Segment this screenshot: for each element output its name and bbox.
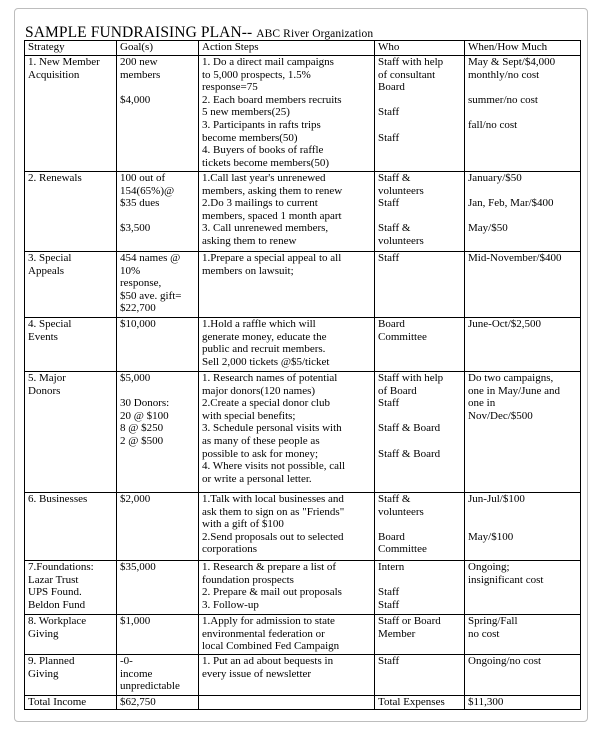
cell-text-line: Member <box>378 627 416 640</box>
cell-text-line: Events <box>28 330 58 343</box>
cell-text-line: members on lawsuit; <box>202 264 294 277</box>
cell-text-line: 3. Special <box>28 252 72 264</box>
cell-text-line: 4. Special <box>28 318 72 330</box>
cell-text-line: generate money, educate the <box>202 330 327 343</box>
cell-text-line: 20 @ $100 <box>120 409 169 422</box>
cell-text-line: $2,000 <box>120 493 151 505</box>
actions-cell <box>199 56 375 172</box>
cell-text-line: May & Sept/$4,000 <box>468 56 556 68</box>
table-row <box>25 493 581 561</box>
cell-text-line: Intern <box>378 561 405 573</box>
cell-text-line: summer/no cost <box>468 93 538 106</box>
cell-text-line: Jan, Feb, Mar/$400 <box>468 197 554 210</box>
cell-text-line: 3. Call unrenewed members, <box>202 222 329 235</box>
cell-text-line: 454 names @ <box>120 252 181 264</box>
cell-text-line: 154(65%)@ <box>120 184 175 197</box>
table-row <box>25 252 581 318</box>
table-row <box>25 372 581 493</box>
column-header: Action Steps <box>199 41 375 56</box>
actions-cell <box>199 172 375 252</box>
when-cell <box>465 655 581 696</box>
goals-cell <box>117 318 199 372</box>
cell-text-line: Staff <box>378 655 400 667</box>
cell-text-line: 4. Where visits not possible, call <box>202 460 346 473</box>
cell-text-line: 100 out of <box>120 172 166 184</box>
goals-cell <box>117 56 199 172</box>
cell-text-line: Lazar Trust <box>28 573 79 586</box>
cell-text-line: corporations <box>202 543 257 556</box>
when-cell <box>465 493 581 561</box>
cell-text-line: 8 @ $250 <box>120 422 164 435</box>
cell-text-line: of consultant <box>378 68 436 81</box>
when-cell <box>465 56 581 172</box>
who-cell <box>375 56 465 172</box>
cell-text-line: 3. Schedule personal visits with <box>202 422 342 435</box>
cell-text-line: 2.Do 3 mailings to current <box>202 197 318 210</box>
cell-text-line: ask them to sign on as "Friends" <box>202 505 345 518</box>
strategy-cell <box>25 615 117 655</box>
cell-text-line: $1,000 <box>120 615 151 627</box>
cell-text-line: one in <box>468 397 496 410</box>
cell-text-line: 1. New Member <box>28 56 100 68</box>
strategy-cell <box>25 56 117 172</box>
who-cell <box>375 561 465 615</box>
cell-text-line: Giving <box>28 627 59 640</box>
cell-text-line: to 5,000 prospects, 1.5% <box>202 68 311 81</box>
cell-text-line: Staff & <box>378 222 411 235</box>
goals-cell <box>117 372 199 493</box>
cell-text-line: 2.Send proposals out to selected <box>202 530 344 543</box>
cell-text-line: volunteers <box>378 234 424 247</box>
cell-text-line: $35 dues <box>120 197 160 210</box>
strategy-cell <box>25 252 117 318</box>
cell-text-line: 1.Hold a raffle which will <box>202 318 316 330</box>
cell-text-line: become members(50) <box>202 131 298 144</box>
who-cell <box>375 655 465 696</box>
who-cell <box>375 252 465 318</box>
cell-text-line: Staff <box>378 197 400 210</box>
cell-text-line: or write a personal letter. <box>202 472 312 485</box>
cell-text-line: fall/no cost <box>468 118 518 131</box>
cell-text-line: Committee <box>378 543 427 556</box>
total-income-label: Total Income <box>25 696 117 710</box>
cell-text-line: Staff <box>378 586 400 599</box>
cell-text-line: Staff & Board <box>378 422 441 435</box>
cell-text-line: Board <box>378 530 405 543</box>
cell-text-line: 2 @ $500 <box>120 434 164 447</box>
cell-text-line: Staff & Board <box>378 447 441 460</box>
cell-text-line: Nov/Dec/$500 <box>468 409 533 422</box>
who-cell <box>375 493 465 561</box>
cell-text-line: Board <box>378 318 405 330</box>
actions-cell <box>199 318 375 372</box>
totals-row <box>25 696 581 710</box>
cell-text-line: 2. Each board members recruits <box>202 93 342 106</box>
cell-text-line: Board <box>378 81 405 94</box>
cell-text-line: 1.Prepare a special appeal to all <box>202 252 342 264</box>
cell-text-line: January/$50 <box>468 172 522 184</box>
actions-cell <box>199 655 375 696</box>
cell-text-line: Beldon Fund <box>28 598 86 611</box>
table-row <box>25 655 581 696</box>
goals-cell <box>117 252 199 318</box>
who-cell <box>375 615 465 655</box>
cell-text-line: 5. Major <box>28 372 66 384</box>
cell-text-line: with a gift of $100 <box>202 518 284 531</box>
cell-text-line: 5 new members(25) <box>202 106 290 119</box>
goals-cell <box>117 615 199 655</box>
when-cell <box>465 561 581 615</box>
cell-text-line: 6. Businesses <box>28 493 88 505</box>
table-row <box>25 615 581 655</box>
cell-text-line: foundation prospects <box>202 573 294 586</box>
cell-text-line: June-Oct/$2,500 <box>468 318 542 330</box>
column-header: Strategy <box>25 41 117 56</box>
cell-text-line: Ongoing; <box>468 561 510 573</box>
cell-text-line: public and recruit members. <box>202 343 326 356</box>
cell-text-line: possible to ask for money; <box>202 447 319 460</box>
cell-text-line: 1.Call last year's unrenewed <box>202 172 326 184</box>
cell-text-line: $4,000 <box>120 93 151 106</box>
cell-text-line: Jun-Jul/$100 <box>468 493 525 505</box>
cell-text-line: 2. Prepare & mail out proposals <box>202 586 342 599</box>
table-row <box>25 318 581 372</box>
cell-text-line: every issue of newsletter <box>202 667 312 680</box>
cell-text-line: Appeals <box>28 264 65 277</box>
cell-text-line: 8. Workplace <box>28 615 87 627</box>
actions-cell <box>199 615 375 655</box>
cell-text-line: 2. Renewals <box>28 172 82 184</box>
cell-text-line: Staff <box>378 131 400 144</box>
cell-text-line: Acquisition <box>28 68 80 81</box>
cell-text-line: $3,500 <box>120 222 151 235</box>
cell-text-line: members <box>120 68 161 81</box>
who-cell <box>375 372 465 493</box>
strategy-cell <box>25 493 117 561</box>
goals-cell <box>117 561 199 615</box>
cell-text-line: 1. Do a direct mail campaigns <box>202 56 334 68</box>
actions-cell <box>199 372 375 493</box>
cell-text-line: Staff or Board <box>378 615 441 627</box>
when-cell <box>465 615 581 655</box>
cell-text-line: 200 new <box>120 56 158 68</box>
cell-text-line: 1.Talk with local businesses and <box>202 493 344 505</box>
cell-text-line: Mid-November/$400 <box>468 252 562 264</box>
cell-text-line: one in May/June and <box>468 384 560 397</box>
cell-text-line: Ongoing/no cost <box>468 655 542 667</box>
strategy-cell <box>25 561 117 615</box>
cell-text-line: Spring/Fall <box>468 615 518 627</box>
cell-text-line: Staff with help <box>378 372 444 384</box>
cell-text-line: 3. Participants in rafts trips <box>202 118 321 131</box>
cell-text-line: members, spaced 1 month apart <box>202 209 342 222</box>
cell-text-line: 1. Research & prepare a list of <box>202 561 337 573</box>
column-header: Who <box>375 41 465 56</box>
cell-text-line: Giving <box>28 667 59 680</box>
cell-text-line: Staff <box>378 397 400 410</box>
actions-cell <box>199 252 375 318</box>
cell-text-line: May/$50 <box>468 222 508 235</box>
total-expenses-value: $11,300 <box>465 696 581 710</box>
when-cell <box>465 318 581 372</box>
cell-text-line: $35,000 <box>120 561 156 573</box>
cell-text-line: local Combined Fed Campaign <box>202 640 340 653</box>
cell-text-line: 4. Buyers of books of raffle <box>202 144 324 157</box>
cell-text-line: 9. Planned <box>28 655 75 667</box>
cell-text-line: Sell 2,000 tickets @$5/ticket <box>202 355 330 368</box>
table-row <box>25 561 581 615</box>
cell-text-line: Staff <box>378 252 400 264</box>
cell-text-line: unpredictable <box>120 680 180 693</box>
table-row <box>25 172 581 252</box>
cell-text-line: as many of these people as <box>202 434 320 447</box>
cell-text-line: -0- <box>120 655 133 667</box>
cell-text-line: 10% <box>120 264 141 277</box>
cell-text-line: $10,000 <box>120 318 156 330</box>
goals-cell <box>117 172 199 252</box>
when-cell <box>465 252 581 318</box>
cell-text-line: UPS Found. <box>28 586 82 599</box>
cell-text-line: $50 ave. gift= <box>120 289 182 302</box>
strategy-cell <box>25 318 117 372</box>
column-header: Goal(s) <box>117 41 199 56</box>
total-income-value: $62,750 <box>117 696 199 710</box>
cell-text-line: Do two campaigns, <box>468 372 554 384</box>
fundraising-plan-table <box>24 40 581 710</box>
strategy-cell <box>25 172 117 252</box>
cell-text-line: 30 Donors: <box>120 397 170 410</box>
cell-text-line: 1.Apply for admission to state <box>202 615 335 627</box>
cell-text-line: insignificant cost <box>468 573 544 586</box>
goals-cell <box>117 493 199 561</box>
cell-text-line: 7.Foundations: <box>28 561 94 573</box>
cell-text-line: response=75 <box>202 81 258 94</box>
cell-text-line: $5,000 <box>120 372 151 384</box>
cell-text-line: 3. Follow-up <box>202 598 259 611</box>
cell-text-line: Staff <box>378 598 400 611</box>
cell-text-line: members, asking them to renew <box>202 184 343 197</box>
cell-text-line: asking them to renew <box>202 234 297 247</box>
cell-text-line: 2.Create a special donor club <box>202 397 330 410</box>
when-cell <box>465 172 581 252</box>
actions-cell <box>199 561 375 615</box>
cell-text-line: 1. Put an ad about bequests in <box>202 655 334 667</box>
organization-name: ABC River Organization <box>256 28 374 40</box>
cell-text-line: monthly/no cost <box>468 68 540 81</box>
strategy-cell <box>25 655 117 696</box>
cell-text-line: Staff & <box>378 493 411 505</box>
total-expenses-label: Total Expenses <box>375 696 465 710</box>
cell-text-line: Staff with help <box>378 56 444 68</box>
actions-cell <box>199 493 375 561</box>
column-header: When/How Much <box>465 41 581 56</box>
cell-text-line: Committee <box>378 330 427 343</box>
cell-text-line: $22,700 <box>120 302 156 315</box>
strategy-cell <box>25 372 117 493</box>
when-cell <box>465 372 581 493</box>
cell-text-line: major donors(120 names) <box>202 384 316 397</box>
cell-text-line: tickets become members(50) <box>202 156 330 169</box>
goals-cell <box>117 655 199 696</box>
cell-text-line: 1. Research names of potential <box>202 372 338 384</box>
cell-text-line: volunteers <box>378 184 424 197</box>
cell-text-line: Staff <box>378 106 400 119</box>
cell-text-line: volunteers <box>378 505 424 518</box>
title-text: SAMPLE FUNDRAISING PLAN-- <box>25 24 253 41</box>
cell-text-line: income <box>120 667 153 680</box>
who-cell <box>375 172 465 252</box>
cell-text-line: of Board <box>378 384 417 397</box>
cell-text-line: environmental federation or <box>202 627 325 640</box>
cell-text-line: response, <box>120 277 162 290</box>
cell-text-line: Staff & <box>378 172 411 184</box>
cell-text-line: May/$100 <box>468 530 514 543</box>
cell-text-line: with special benefits; <box>202 409 296 422</box>
totals-empty-cell <box>199 696 375 710</box>
cell-text-line: Donors <box>28 384 61 397</box>
who-cell <box>375 318 465 372</box>
header-row <box>25 41 581 56</box>
cell-text-line: no cost <box>468 627 500 640</box>
table-row <box>25 56 581 172</box>
